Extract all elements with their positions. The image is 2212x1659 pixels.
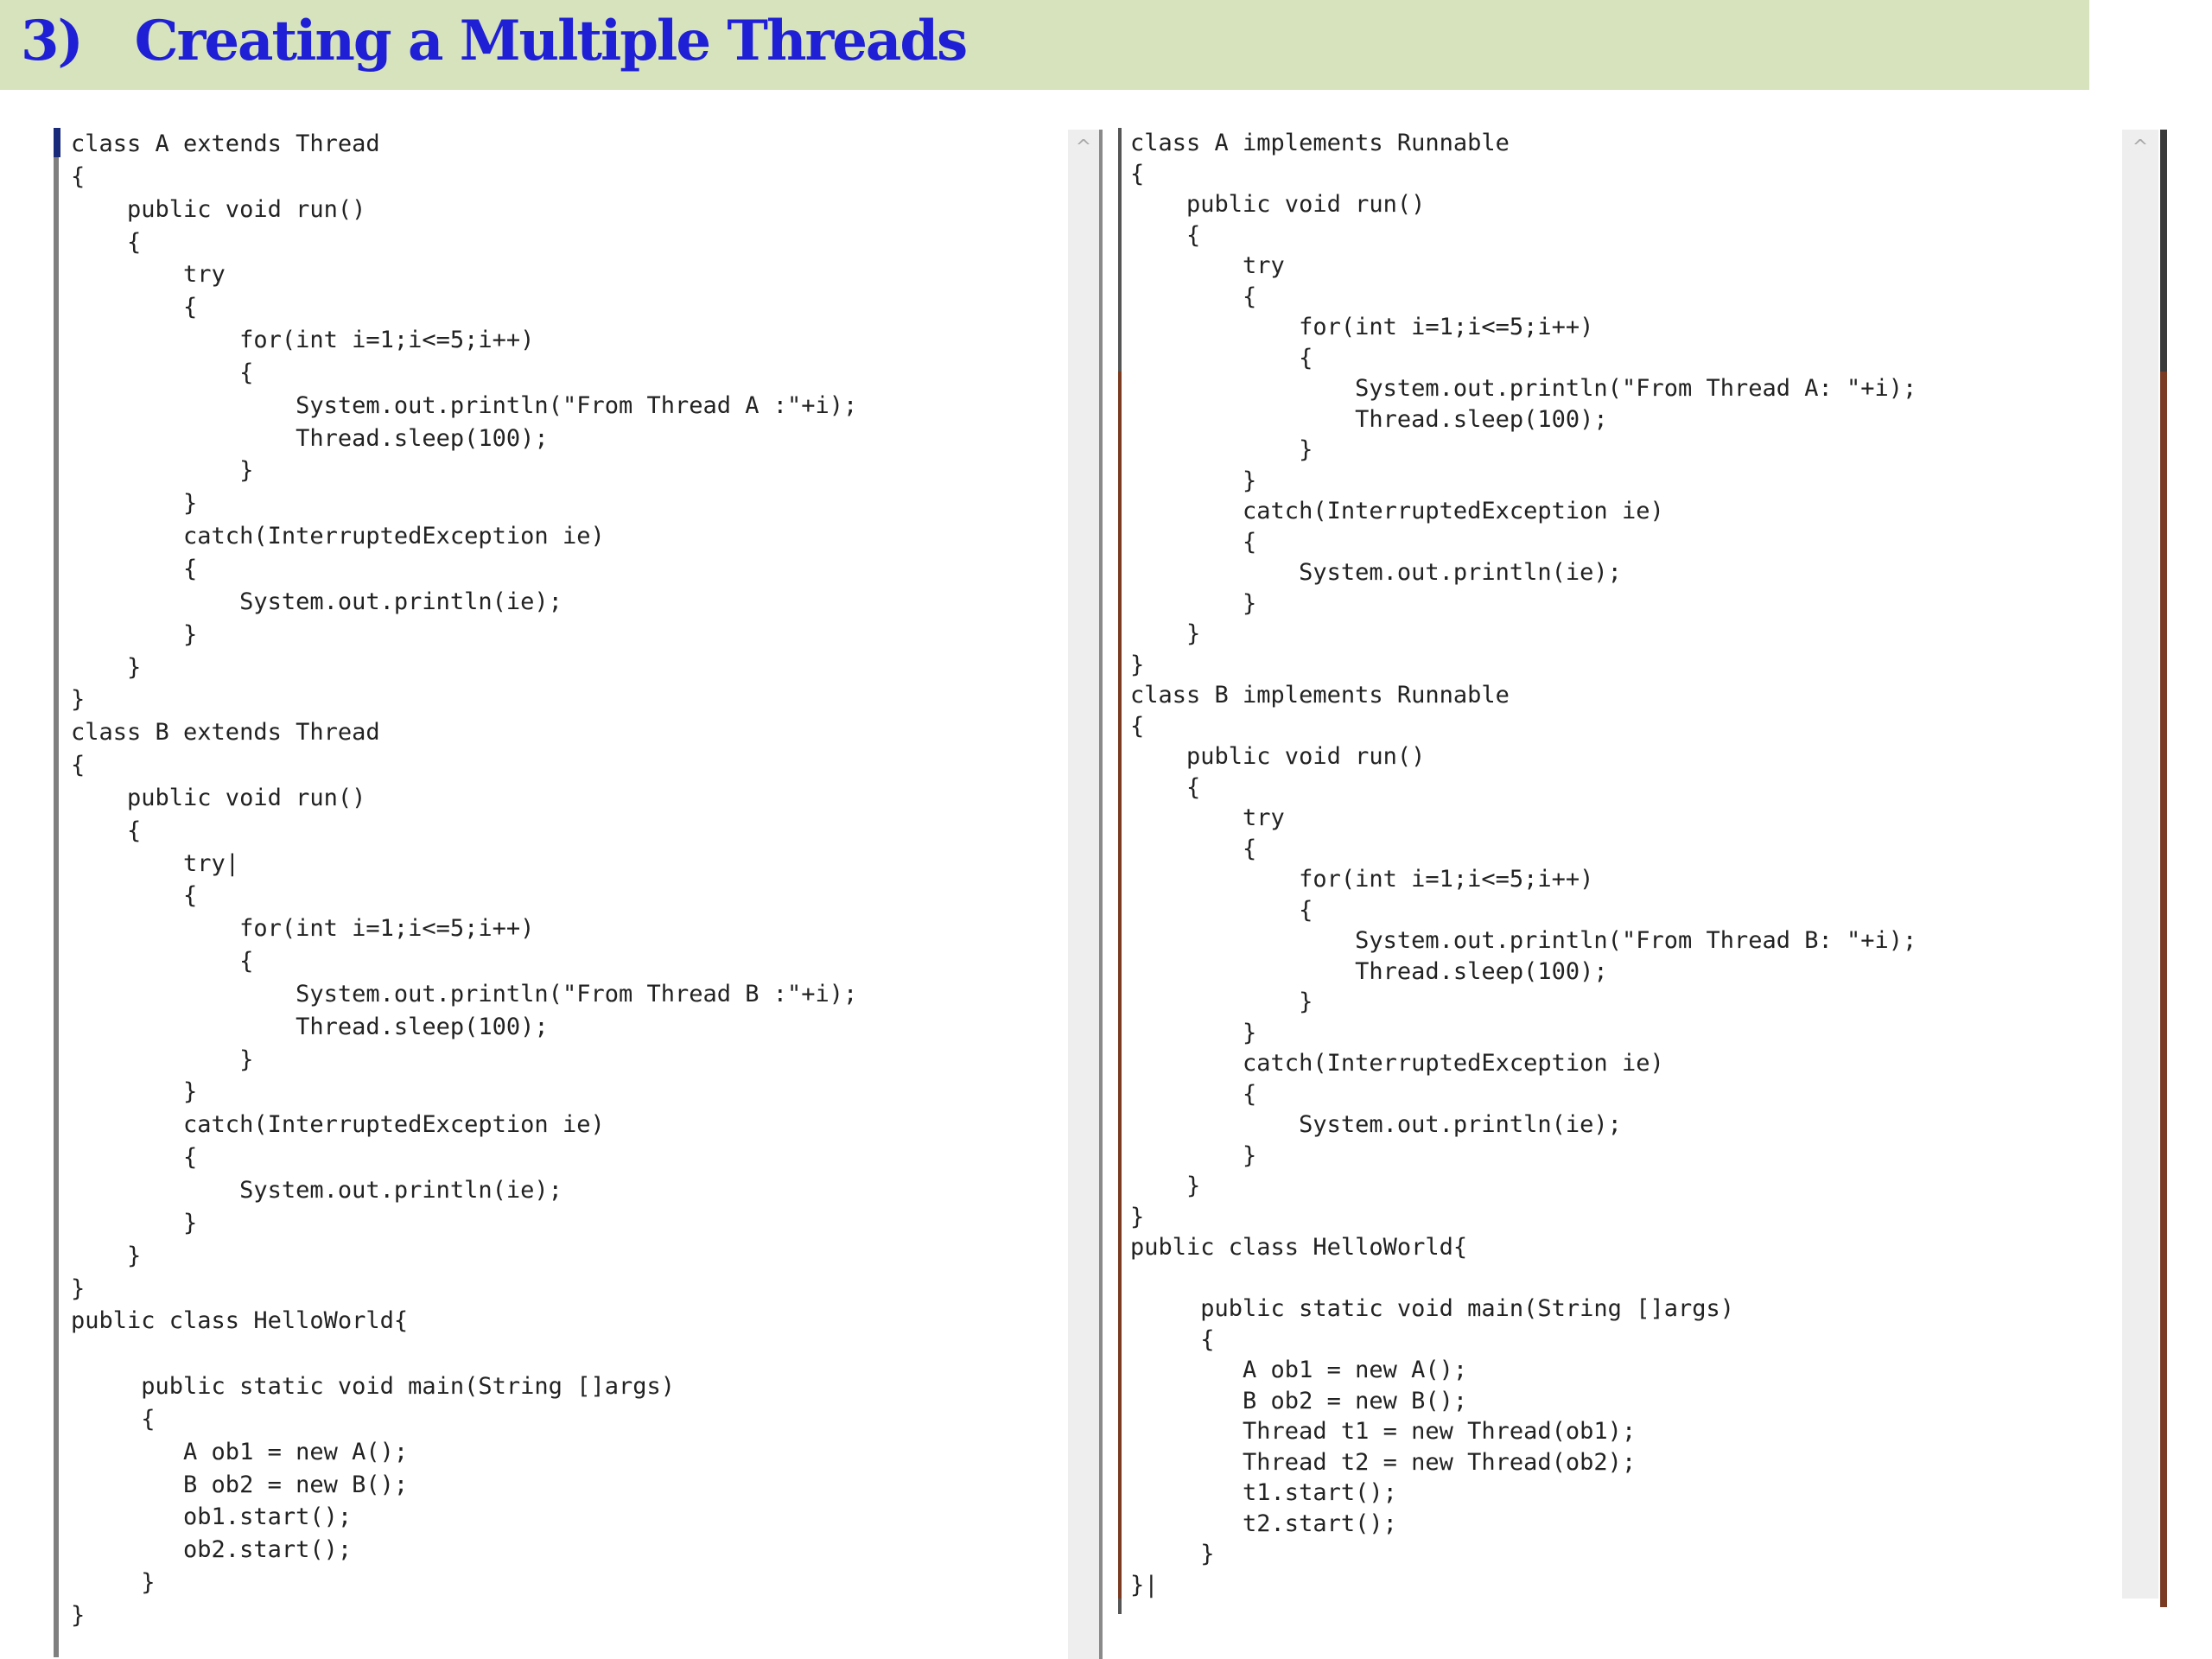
right-scrollbar[interactable] bbox=[2122, 130, 2158, 1599]
panel-divider bbox=[1099, 130, 1103, 1659]
slide-title: 3) Creating a Multiple Threads bbox=[21, 9, 967, 73]
right-edge-bar bbox=[2160, 130, 2167, 1607]
slide-header bbox=[0, 0, 2089, 90]
right-code-text[interactable]: class A implements Runnable { public void run() { try { for(int i=1;i<=5;i++) { System.out.println("From Thread A: "+i); Thread.sleep(100); } } catch(InterruptedException ie) { System.out.println(ie); } } } class B implements Runnable { public void run() { try { for(int i=1;i<=5;i++) { System.out.println("From Thread B: "+i); Thread.sleep(100); } } catch(InterruptedException ie) { System.out.println(ie); } } } public class HelloWorld{ public static void main(String []args) { A ob1 = new A(); B ob2 = new B(); Thread t1 = new Thread(ob1); Thread t2 = new Thread(ob2); t1.start(); t2.start(); } }| bbox=[1130, 130, 1917, 1599]
left-editor-gutter bbox=[54, 128, 59, 1657]
scroll-up-icon[interactable]: ^ bbox=[2132, 137, 2149, 158]
left-code-text[interactable]: class A extends Thread { public void run() { try { for(int i=1;i<=5;i++) { System.out.println("From Thread A :"+i); Thread.sleep(100); } } catch(InterruptedException ie) { System.out.println(ie); } } } class B extends Thread { public void run() { try| { for(int i=1;i<=5;i++) { System.out.println("From Thread B :"+i); Thread.sleep(100); } } catch(InterruptedException ie) { System.out.println(ie); } } } public class HelloWorld{ public static void main(String []args) { A ob1 = new A(); B ob2 = new B(); ob1.start(); ob2.start(); } } bbox=[71, 130, 858, 1629]
right-gutter-accent bbox=[1118, 372, 1122, 1599]
left-scrollbar[interactable] bbox=[1068, 130, 1099, 1659]
scroll-up-icon[interactable]: ^ bbox=[1075, 137, 1092, 158]
left-code-editor[interactable] bbox=[54, 128, 1065, 1657]
right-code-editor[interactable] bbox=[1118, 128, 2165, 1614]
left-gutter-marker bbox=[54, 128, 60, 157]
